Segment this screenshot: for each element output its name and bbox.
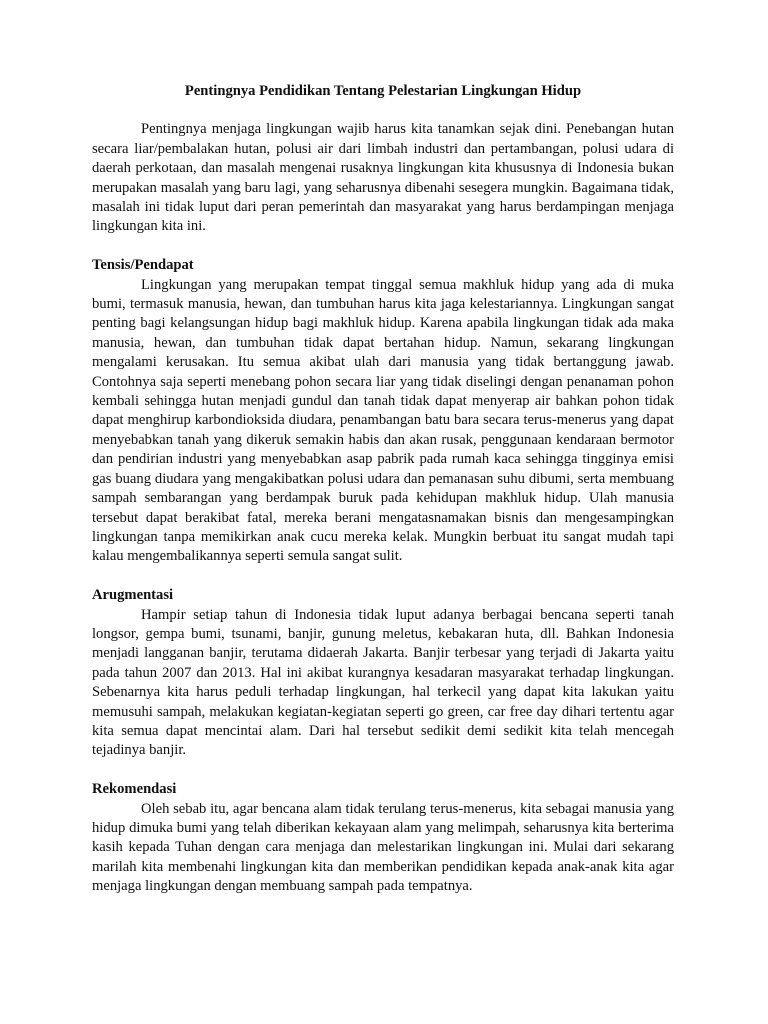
section-heading-argumentasi: Arugmentasi [92,587,174,604]
section-body-argumentasi: Hampir setiap tahun di Indonesia tidak luput adanya berbagai bencana seperti tanah longsor, gempa bumi, tsunami, banjir, gunung meletus, kebakaran huta, dll. Bahkan Indonesia menjadi langganan banjir, terutama didaerah Jakarta. Banjir terbesar yang terjadi di Jakarta yaitu pada tahun 2007 dan 2013. Hal ini akibat kurangnya kesadaran masyarakat terhadap lingkungan. Sebenarnya kita harus peduli terhadap lingkungan, hal terkecil yang dapat kita lakukan yaitu memusuhi sampah, melakukan kegiatan-kegiatan seperti go green, car free day dihari tertentu agar kita semua dapat mencintai alam. Dari hal tersebut sedikit demi sedikit kita telah mencegah tejadinya banjir. [92,606,674,759]
section-heading-rekomendasi: Rekomendasi [92,781,177,798]
section-spacer [92,237,674,256]
section-heading-tensis: Tensis/Pendapat [92,257,194,274]
document-title: Pentingnya Pendidikan Tentang Pelestarian Lingkungan Hidup [184,83,582,99]
section-body-tensis: Lingkungan yang merupakan tempat tinggal semua makhluk hidup yang ada di muka bumi, termasuk manusia, hewan, dan tumbuhan harus kita jaga kelestariannya. Lingkungan sangat penting bagi kelangsungan hidup bagi makhluk hidup. Karena apabila lingkungan tidak ada maka manusia, hewan, dan tumbuhan tidak dapat bertahan hidup. Namun, sekarang lingkungan mengalami kerusakan. Itu semua akibat ulah dari manusia yang tidak bertanggung jawab. Contohnya saja seperti menebang pohon secara liar yang tidak diselingi dengan penanaman pohon kembali sehingga hutan menjadi gundul dan tanah tidak dapat menyerap air bahkan pohon tidak dapat menghirup karbondioksida diudara, penambangan batu bara secara terus-menerus yang dapat menyebabkan tanah yang dikeruk semakin habis dan akan rusak, penggunaan kendaraan bermotor dan pendirian industri yang menyebabkan asap pabrik pada rumah kaca sehingga tingginya emisi gas buang diudara yang mengakibatkan polusi udara dan pemanasan suhu dibumi, serta membuang sampah sembarangan yang berdampak buruk pada kehidupan makhluk hidup. Ulah manusia tersebut dapat berakibat fatal, mereka berani mengatasnamakan bisnis dan mengesampingkan lingkungan tanpa memikirkan anak cucu mereka kelak. Mungkin berbuat itu sangat mudah tapi kalau mengembalikannya seperti semula sangat sulit. [92,276,674,565]
intro-paragraph: Pentingnya menjaga lingkungan wajib harus kita tanamkan sejak dini. Penebangan hutan secara liar/pembalakan hutan, polusi air dari limbah industri dan pertambangan, polusi udara di daerah perkotaan, dan masalah mengenai rusaknya lingkungan kita khususnya di Indonesia bukan merupakan masalah yang baru lagi, yang seharusnya dibenahi sesegera mungkin. Bagaimana tidak, masalah ini tidak luput dari peran pemerintah dan masyarakat yang harus berdampingan menjaga lingkungan kita ini. [92,121,674,235]
section-spacer [92,567,674,586]
section-body-rekomendasi: Oleh sebab itu, agar bencana alam tidak terulang terus-menerus, kita sebagai manusia yang hidup dimuka bumi yang telah diberikan kekayaan alam yang melimpah, seharusnya kita berterima kasih kepada Tuhan dengan cara menjaga dan melestarikan lingkungan ini. Mulai dari sekarang marilah kita membenahi lingkungan kita dan memberikan pendidikan kepada anak-anak kita agar menjaga lingkungan dengan membuang sampah pada tempatnya. [92,800,674,895]
document-page [92,82,674,897]
section-spacer [92,761,674,780]
